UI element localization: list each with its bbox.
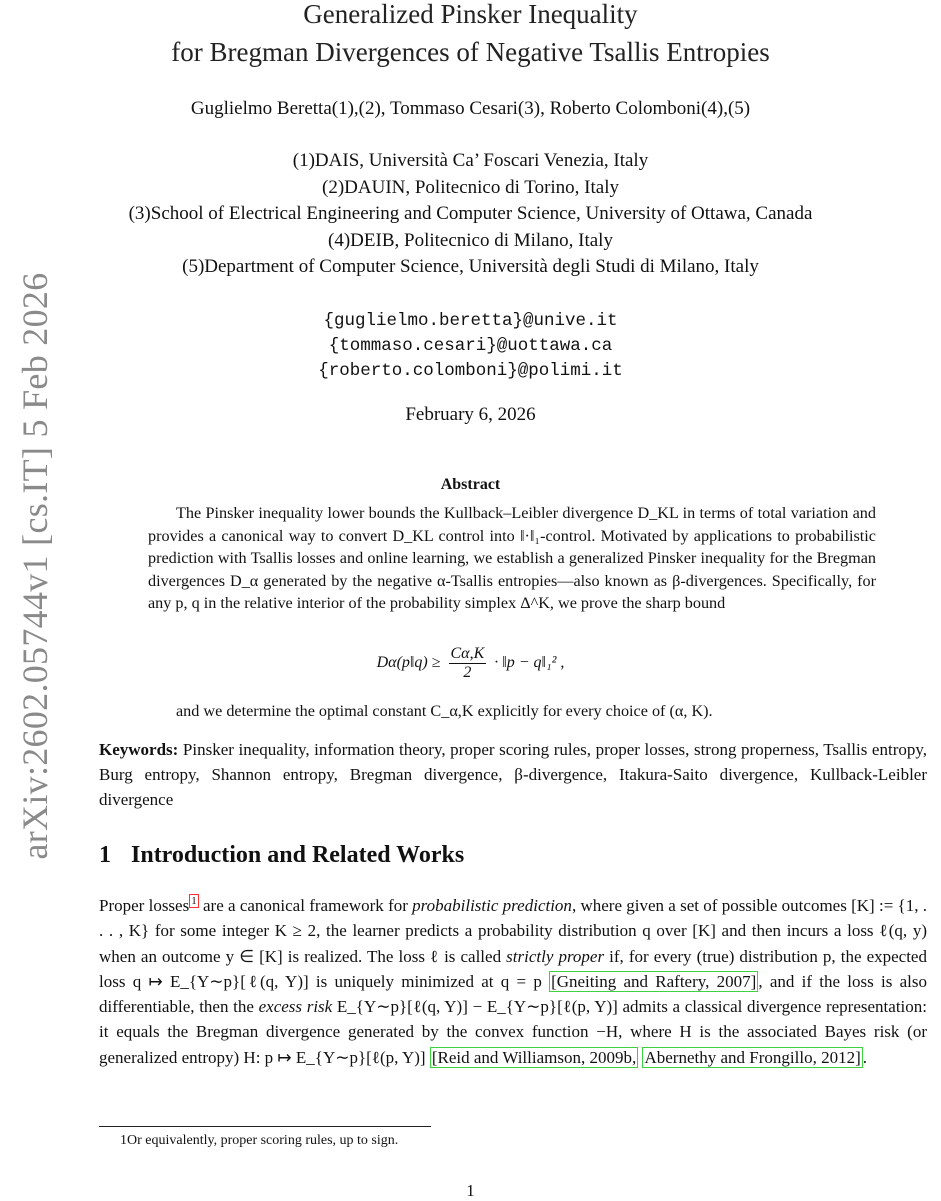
abstract-conclusion <box>148 700 876 723</box>
keywords-text: Pinsker inequality, information theory, proper scoring rules, proper losses, strong properness, Tsallis entropy, Burg entropy, Shannon entropy, Bregman divergence, β-divergence, Itakura-Saito divergence, Kullback-Leibler divergence <box>99 740 927 809</box>
keywords-block <box>99 737 927 812</box>
intro-emphasis: probabilistic prediction <box>412 896 572 915</box>
abstract-paragraph-1: The Pinsker inequality lower bounds the Kullback–Leibler divergence D_KL in terms of total variation and provides a canonical way to convert D_KL control into ‖·‖₁-control. Motivated by applications to probabilistic prediction with Tsallis losses and online learning, we establish a generalized Pinsker inequality for the Bregman divergences D_α generated by the negative α-Tsallis entropies—also known as β-divergences. Specifically, for any p, q in the relative interior of the probability simplex Δ^K, we prove the sharp bound <box>148 504 876 613</box>
section-number: 1 <box>99 842 111 868</box>
intro-text: , and if the loss is also differentiable, then the <box>99 971 927 1017</box>
abstract-paragraph-2: and we determine the optimal constant C_α,K explicitly for every choice of (α, K). <box>176 702 713 720</box>
citation-reid-williamson[interactable]: [Reid and Williamson, 2009b, <box>431 1047 637 1067</box>
equation-numerator: Cα,K <box>450 645 485 662</box>
arxiv-stamp: arXiv:2602.05744v1 [cs.IT] 5 Feb 2026 <box>15 272 55 860</box>
email-cesari: {tommaso.cesari}@uottawa.ca <box>328 336 613 356</box>
abstract-body <box>148 502 876 615</box>
citation-gneiting-raftery[interactable]: [Gneiting and Raftery, 2007] <box>551 971 757 991</box>
intro-text: are a canonical framework for <box>198 896 413 915</box>
footnote-link[interactable]: 1 <box>191 895 197 908</box>
affiliation-list <box>0 148 941 281</box>
intro-text: . <box>862 1047 867 1067</box>
email-list <box>0 309 941 384</box>
equation-rhs: · ‖p − q‖₁² , <box>494 654 565 672</box>
affiliation-5: (5)Department of Computer Science, Università degli Studi di Milano, Italy <box>182 256 759 277</box>
intro-emphasis: strictly proper <box>506 946 605 966</box>
introduction-paragraph <box>99 893 927 1070</box>
intro-text: , where given a set of possible outcomes [K] := {1, . . . , K} for some integer K ≥ 2, the learner predicts a probability distribution q over [K] and then incurs a loss ℓ(q, y) when an outcome y ∈ [K] is realized. The loss ℓ is called <box>99 896 927 966</box>
paper-title-line-1: Generalized Pinsker Inequality <box>303 0 638 29</box>
affiliation-3: (3)School of Electrical Engineering and Computer Science, University of Ottawa, Canada <box>128 203 813 224</box>
footnote-rule <box>99 1126 431 1127</box>
paper-title-line-2: for Bregman Divergences of Negative Tsallis Entropies <box>171 37 770 67</box>
affiliation-4: (4)DEIB, Politecnico di Milano, Italy <box>328 229 613 251</box>
intro-emphasis: excess risk <box>258 997 333 1017</box>
section-title: Introduction and Related Works <box>131 842 465 868</box>
email-colomboni: {roberto.colomboni}@polimi.it <box>318 361 623 381</box>
intro-text: E_{Y∼p}[ℓ(q, Y)] − E_{Y∼p}[ℓ(p, Y)] admits a classical divergence representation: it equals the Bregman divergence generated by the convex function −H, where H is the associated Bayes risk (or generalized entropy) H: p ↦ E_{Y∼p}[ℓ(p, Y)] <box>99 997 927 1067</box>
equation-fraction <box>449 645 487 682</box>
affiliation-2: (2)DAUIN, Politecnico di Torino, Italy <box>322 176 619 198</box>
intro-text: Proper losses <box>99 896 190 915</box>
pinsker-equation <box>0 645 941 682</box>
abstract-heading: Abstract <box>440 476 501 493</box>
paper-date: February 6, 2026 <box>405 404 536 425</box>
email-beretta: {guglielmo.beretta}@unive.it <box>323 311 618 331</box>
author-list: Guglielmo Beretta(1),(2), Tommaso Cesari(3), Roberto Colomboni(4),(5) <box>190 98 751 119</box>
citation-abernethy-frongillo[interactable]: Abernethy and Frongillo, 2012] <box>644 1047 861 1067</box>
equation-denominator: 2 <box>463 664 472 681</box>
page-number: 1 <box>466 1181 475 1200</box>
intro-text: if, for every (true) distribution p, the expected loss q ↦ E_{Y∼p}[ℓ(q, Y)] is uniquely minimized at q = p <box>99 946 927 991</box>
section-heading <box>99 842 464 869</box>
keywords-label: Keywords: <box>99 740 179 759</box>
affiliation-1: (1)DAIS, Università Ca’ Foscari Venezia, Italy <box>292 150 649 171</box>
footnote-1: 1Or equivalently, proper scoring rules, up to sign. <box>120 1133 399 1148</box>
equation-lhs: Dα(p‖q) ≥ <box>376 654 441 672</box>
